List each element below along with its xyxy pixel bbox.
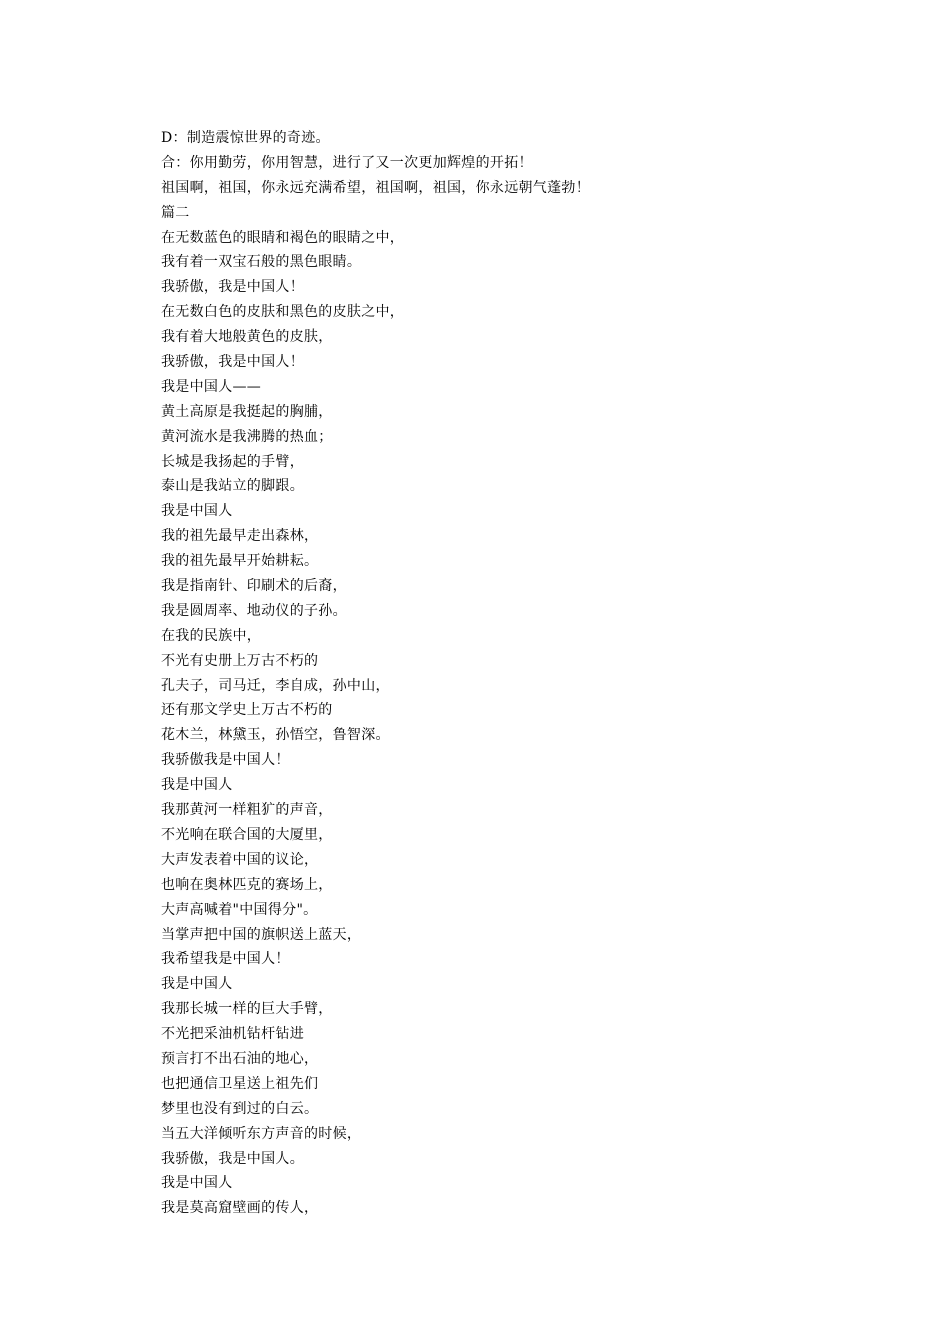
text-line: 我有着一双宝石般的黑色眼睛。 xyxy=(161,254,362,271)
text-line: 我的祖先最早开始耕耘。 xyxy=(161,553,319,570)
text-line: 大声高喊着"中国得分"。 xyxy=(161,901,318,918)
text-line: 不光把采油机钻杆钻进 xyxy=(161,1026,304,1043)
text-line: 长城是我扬起的手臂， xyxy=(161,453,304,470)
text-line: 我希望我是中国人！ xyxy=(161,951,290,968)
text-line: 不光响在联合国的大厦里， xyxy=(161,826,333,843)
text-line: 我是中国人 xyxy=(161,976,233,993)
text-line: 孔夫子，司马迁，李自成，孙中山， xyxy=(161,677,390,694)
text-line: 我的祖先最早走出森林， xyxy=(161,528,319,545)
text-line: 还有那文学史上万古不朽的 xyxy=(161,702,333,719)
poem-text-block xyxy=(161,126,881,1221)
text-line: 大声发表着中国的议论， xyxy=(161,851,319,868)
text-line: 预言打不出石油的地心， xyxy=(161,1050,319,1067)
text-line: 我是指南针、印刷术的后裔， xyxy=(161,578,347,595)
text-line: 也响在奥林匹克的赛场上， xyxy=(161,876,333,893)
text-line: 在无数白色的皮肤和黑色的皮肤之中， xyxy=(161,304,405,321)
text-line: 我是中国人 xyxy=(161,1175,233,1192)
text-line: 篇二 xyxy=(161,204,190,221)
text-line: 黄河流水是我沸腾的热血； xyxy=(161,428,333,445)
text-line: 我是圆周率、地动仪的子孙。 xyxy=(161,602,347,619)
text-line: 我骄傲，我是中国人。 xyxy=(161,1150,304,1167)
text-line: 我骄傲我是中国人！ xyxy=(161,752,290,769)
text-line: 当掌声把中国的旗帜送上蓝天， xyxy=(161,926,362,943)
text-line: 合：你用勤劳，你用智慧，进行了又一次更加辉煌的开拓！ xyxy=(161,154,533,171)
text-line: 祖国啊，祖国，你永远充满希望，祖国啊，祖国，你永远朝气蓬勃！ xyxy=(161,179,590,196)
text-line: 我骄傲，我是中国人！ xyxy=(161,354,304,371)
text-line: 也把通信卫星送上祖先们 xyxy=(161,1075,319,1092)
text-line: 我是中国人—— xyxy=(161,378,262,395)
text-line: 我是莫高窟壁画的传人， xyxy=(161,1200,319,1217)
text-line: 当五大洋倾听东方声音的时候， xyxy=(161,1125,362,1142)
text-line: 我那黄河一样粗犷的声音， xyxy=(161,802,333,819)
text-line: 我骄傲，我是中国人！ xyxy=(161,279,304,296)
text-line: 花木兰，林黛玉，孙悟空，鲁智深。 xyxy=(161,727,390,744)
text-line: 我有着大地般黄色的皮肤， xyxy=(161,329,333,346)
text-line: 不光有史册上万古不朽的 xyxy=(161,652,319,669)
text-line: 泰山是我站立的脚跟。 xyxy=(161,478,304,495)
text-line: 我是中国人 xyxy=(161,777,233,794)
text-line: 我那长城一样的巨大手臂， xyxy=(161,1001,333,1018)
text-line: D：制造震惊世界的奇迹。 xyxy=(161,130,330,146)
text-line: 在我的民族中， xyxy=(161,627,262,644)
text-line: 黄土高原是我挺起的胸脯， xyxy=(161,403,333,420)
text-line: 梦里也没有到过的白云。 xyxy=(161,1100,319,1117)
text-line: 我是中国人 xyxy=(161,503,233,520)
text-line: 在无数蓝色的眼睛和褐色的眼睛之中， xyxy=(161,229,405,246)
